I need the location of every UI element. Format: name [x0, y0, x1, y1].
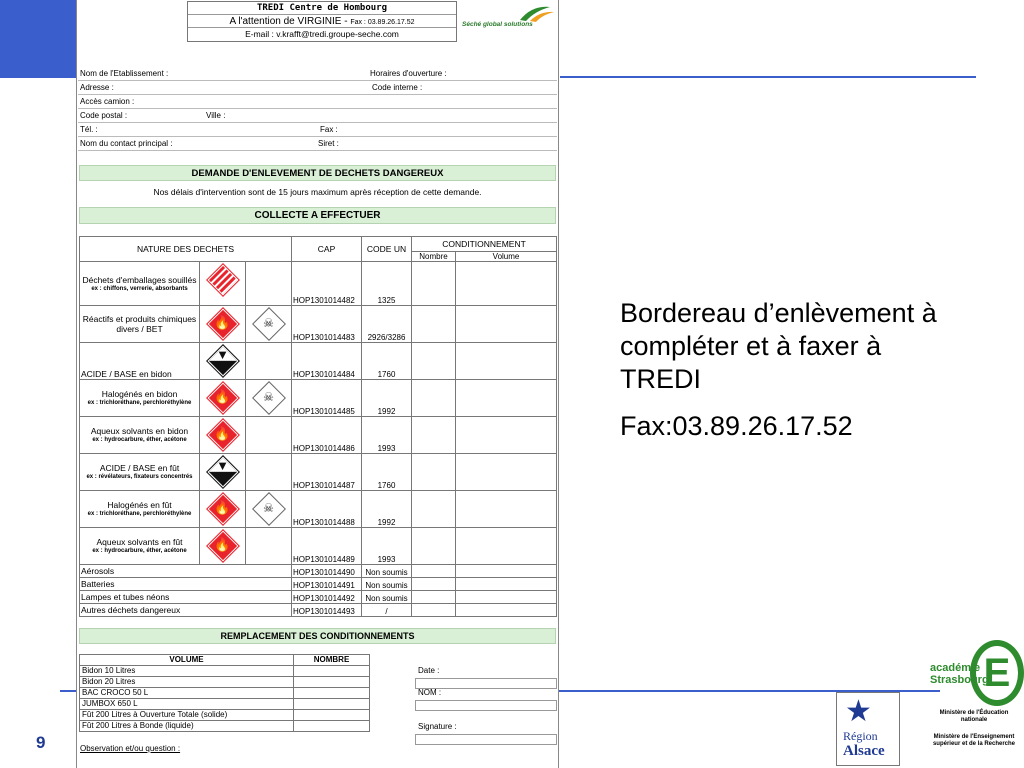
un-cell: Non soumis — [362, 565, 412, 578]
pictogram-cell — [200, 262, 246, 306]
nombre-cell[interactable] — [412, 262, 456, 306]
volume-cell[interactable] — [456, 604, 557, 617]
waste-name-cell — [80, 380, 200, 417]
waste-example: ex : chiffons, verrerie, absorbants — [91, 285, 188, 292]
waste-name: Halogénés en fût — [107, 500, 172, 510]
waste-name-cell: Autres déchets dangereux — [80, 604, 292, 617]
waste-name-cell — [80, 262, 200, 306]
table-row — [80, 688, 370, 699]
header-conditionnement: CONDITIONNEMENT — [412, 237, 557, 252]
field-row-nom — [78, 67, 557, 81]
field-row-adresse — [78, 81, 557, 95]
repl-volume-cell: Bidon 10 Litres — [80, 666, 294, 677]
un-cell: / — [362, 604, 412, 617]
waste-name-cell — [80, 491, 200, 528]
form-header-title: TREDI Centre de Hombourg — [188, 2, 456, 15]
pictogram-cell — [200, 380, 246, 417]
table-row — [80, 454, 557, 491]
field-acces-label: Accès camion : — [80, 97, 135, 106]
academie-letter: E — [970, 640, 1024, 706]
waste-name-cell — [80, 417, 200, 454]
waste-example: ex : hydrocarbure, éther, acétone — [92, 548, 187, 554]
nom-field[interactable] — [415, 700, 557, 711]
field-siret-label: Siret : — [318, 139, 339, 148]
field-row-contact — [78, 137, 557, 151]
un-cell: Non soumis — [362, 578, 412, 591]
academie-name — [930, 662, 989, 686]
remplacement-title: REMPLACEMENT DES CONDITIONNEMENTS — [79, 628, 556, 644]
pictogram-cell — [246, 306, 292, 343]
toxic-icon: ☠ — [251, 380, 287, 416]
table-row — [80, 528, 557, 565]
seche-swoosh-icon — [460, 3, 556, 23]
table-row — [80, 262, 557, 306]
cap-cell: HOP1301014490 — [292, 565, 362, 578]
demande-title: DEMANDE D'ENLEVEMENT DE DECHETS DANGEREUX — [79, 165, 556, 181]
region-alsace-logo — [836, 692, 900, 766]
flammable-solid-icon — [205, 262, 241, 298]
seche-logo-text: Séché global solutions — [462, 21, 533, 28]
pictogram-cell — [200, 454, 246, 491]
waste-name: Réactifs et produits chimiques divers / BET — [82, 314, 197, 334]
waste-name: Aqueux solvants en fût — [96, 537, 183, 547]
cap-cell: HOP1301014482 — [292, 262, 362, 306]
field-contact-label: Nom du contact principal : — [80, 139, 173, 148]
volume-cell[interactable] — [456, 528, 557, 565]
repl-volume-cell: Bidon 20 Litres — [80, 677, 294, 688]
cap-cell: HOP1301014488 — [292, 491, 362, 528]
pictogram-cell — [246, 491, 292, 528]
region-line2: Alsace — [843, 743, 885, 759]
table-row — [80, 380, 557, 417]
demande-note: Nos délais d'intervention sont de 15 jours maximum après réception de cette demande. — [153, 187, 482, 197]
waste-name-cell: Batteries — [80, 578, 292, 591]
repl-volume-cell: BAC CROCO 50 L — [80, 688, 294, 699]
waste-name-cell — [80, 343, 200, 380]
waste-name-cell — [80, 306, 200, 343]
cap-cell: HOP1301014484 — [292, 343, 362, 380]
field-code-interne-label: Code interne : — [372, 83, 423, 92]
nombre-cell[interactable] — [412, 417, 456, 454]
ministere-line-2: Ministère de l'Enseignement supérieur et de la Recherche — [932, 734, 1016, 747]
table-row — [80, 666, 370, 677]
un-cell: 1993 — [362, 528, 412, 565]
un-cell: 1760 — [362, 343, 412, 380]
repl-nombre-cell[interactable] — [294, 710, 370, 721]
repl-nombre-cell[interactable] — [294, 666, 370, 677]
pictogram-cell — [200, 306, 246, 343]
pictogram-cell — [246, 380, 292, 417]
waste-removal-form — [76, 0, 559, 768]
waste-name-cell — [80, 454, 200, 491]
volume-cell[interactable] — [456, 454, 557, 491]
cap-cell: HOP1301014486 — [292, 417, 362, 454]
slide-page-number: 9 — [36, 733, 46, 752]
toxic-icon: ☠ — [251, 491, 287, 527]
repl-volume-cell: Fût 200 Litres à Ouverture Totale (solide) — [80, 710, 294, 721]
academie-line2: Strasbourg — [930, 674, 989, 686]
toxic-icon: ☠ — [251, 306, 287, 342]
field-ville-label: Ville : — [206, 111, 226, 120]
waste-example: ex : hydrocarbure, éther, acétone — [92, 437, 187, 443]
signature-label: Signature : — [418, 722, 457, 731]
attention-fax: Fax : 03.89.26.17.52 — [350, 19, 415, 26]
table-row — [80, 491, 557, 528]
volume-cell[interactable] — [456, 578, 557, 591]
ministere-line-1: Ministère de l'Éducation nationale — [939, 710, 1009, 723]
signature-field[interactable] — [415, 734, 557, 745]
cap-cell: HOP1301014491 — [292, 578, 362, 591]
waste-name: ACIDE / BASE en fût — [99, 463, 180, 473]
form-header-attention — [188, 15, 456, 28]
pictogram-cell — [246, 343, 292, 380]
pictogram-cell — [200, 417, 246, 454]
region-line1: Région — [843, 729, 878, 743]
waste-table — [79, 236, 557, 617]
table-row — [80, 578, 557, 591]
waste-example: ex : trichloréthane, perchloréthylène — [87, 511, 192, 517]
repl-nombre-cell[interactable] — [294, 688, 370, 699]
repl-header-row — [80, 655, 370, 666]
table-row — [80, 306, 557, 343]
nombre-cell[interactable] — [412, 604, 456, 617]
table-row — [80, 699, 370, 710]
slide-corner-block — [0, 0, 78, 78]
volume-cell[interactable] — [456, 491, 557, 528]
pictogram-cell — [246, 454, 292, 491]
cap-cell: HOP1301014485 — [292, 380, 362, 417]
repl-nombre-cell[interactable] — [294, 721, 370, 732]
waste-name: ACIDE / BASE en bidon — [81, 369, 172, 379]
table-row — [80, 343, 557, 380]
header-code-un: CODE UN — [362, 237, 412, 262]
cap-cell: HOP1301014493 — [292, 604, 362, 617]
flammable-icon: 🔥 — [205, 528, 241, 564]
repl-header-nombre: NOMBRE — [294, 655, 370, 666]
field-row-acces — [78, 95, 557, 109]
un-cell: 1993 — [362, 417, 412, 454]
header-nature: NATURE DES DECHETS — [80, 237, 292, 262]
academie-strasbourg-logo — [922, 640, 1024, 768]
table-row — [80, 710, 370, 721]
pictogram-cell — [200, 343, 246, 380]
nombre-cell[interactable] — [412, 343, 456, 380]
seche-logo — [460, 3, 556, 33]
un-cell: 1760 — [362, 454, 412, 491]
table-row — [80, 604, 557, 617]
waste-name: Aqueux solvants en bidon — [90, 426, 189, 436]
field-code-postal-label: Code postal : — [80, 111, 128, 120]
un-cell: 1992 — [362, 491, 412, 528]
flammable-icon: 🔥 — [205, 491, 241, 527]
volume-cell[interactable] — [456, 591, 557, 604]
observation-label — [80, 744, 180, 753]
pictogram-cell — [246, 417, 292, 454]
field-row-tel — [78, 123, 557, 137]
pictogram-cell — [200, 528, 246, 565]
volume-cell[interactable] — [456, 565, 557, 578]
header-nombre: Nombre — [412, 252, 456, 262]
collecte-title: COLLECTE A EFFECTUER — [79, 207, 556, 224]
caption-main: Bordereau d’enlèvement à compléter et à faxer à TREDI — [620, 298, 937, 394]
pictogram-cell — [246, 262, 292, 306]
waste-name-cell — [80, 528, 200, 565]
nombre-cell[interactable] — [412, 578, 456, 591]
field-horaires-label: Horaires d'ouverture : — [370, 69, 447, 78]
cap-cell: HOP1301014489 — [292, 528, 362, 565]
waste-header-row — [80, 237, 557, 252]
cap-cell: HOP1301014492 — [292, 591, 362, 604]
corrosive-icon: ▼ — [205, 454, 241, 490]
field-nom-label: Nom de l'Etablissement : — [80, 69, 169, 78]
field-fax-label: Fax : — [320, 125, 338, 134]
slide-top-rule — [560, 76, 976, 78]
field-row-code-postal — [78, 109, 557, 123]
star-icon: ★ — [845, 695, 872, 728]
flammable-icon: 🔥 — [205, 417, 241, 453]
caption-fax: Fax:03.89.26.17.52 — [620, 411, 853, 441]
nombre-cell[interactable] — [412, 380, 456, 417]
repl-volume-cell: Fût 200 Litres à Bonde (liquide) — [80, 721, 294, 732]
table-row — [80, 591, 557, 604]
nom-label: NOM : — [418, 688, 442, 697]
table-row — [80, 677, 370, 688]
repl-nombre-cell[interactable] — [294, 677, 370, 688]
attention-text: A l'attention de VIRGINIE - — [229, 16, 348, 27]
un-cell: 2926/3286 — [362, 306, 412, 343]
waste-name: Déchets d'emballages souillés — [82, 274, 197, 285]
corrosive-icon: ▼ — [205, 343, 241, 379]
form-header-email: E-mail : v.krafft@tredi.groupe-seche.com — [245, 29, 399, 39]
field-adresse-label: Adresse : — [80, 83, 114, 92]
cap-cell: HOP1301014483 — [292, 306, 362, 343]
pictogram-cell — [246, 528, 292, 565]
table-row — [80, 417, 557, 454]
form-header — [187, 1, 457, 42]
pictogram-cell — [200, 491, 246, 528]
nombre-cell[interactable] — [412, 565, 456, 578]
waste-name-cell: Aérosols — [80, 565, 292, 578]
waste-example: ex : trichloréthane, perchloréthylène — [87, 400, 192, 406]
volume-cell[interactable] — [456, 306, 557, 343]
header-volume: Volume — [456, 252, 557, 262]
cap-cell: HOP1301014487 — [292, 454, 362, 491]
flammable-icon: 🔥 — [205, 306, 241, 342]
volume-cell[interactable] — [456, 417, 557, 454]
un-cell: 1992 — [362, 380, 412, 417]
un-cell: Non soumis — [362, 591, 412, 604]
nombre-cell[interactable] — [412, 591, 456, 604]
repl-header-volume: VOLUME — [80, 655, 294, 666]
waste-name-cell: Lampes et tubes néons — [80, 591, 292, 604]
repl-nombre-cell[interactable] — [294, 699, 370, 710]
date-label: Date : — [418, 666, 440, 675]
nombre-cell[interactable] — [412, 491, 456, 528]
academie-line1: académie — [930, 662, 981, 674]
un-cell: 1325 — [362, 262, 412, 306]
table-row — [80, 565, 557, 578]
replacement-table — [79, 654, 370, 732]
volume-cell[interactable] — [456, 262, 557, 306]
waste-name: Halogénés en bidon — [101, 389, 178, 399]
flammable-icon: 🔥 — [205, 380, 241, 416]
volume-cell[interactable] — [456, 343, 557, 380]
observation-text: Observation et/ou question : — [80, 744, 181, 753]
nombre-cell[interactable] — [412, 528, 456, 565]
slide-caption — [620, 297, 950, 457]
header-cap: CAP — [292, 237, 362, 262]
field-tel-label: Tél. : — [80, 125, 98, 134]
volume-cell[interactable] — [456, 380, 557, 417]
nombre-cell[interactable] — [412, 454, 456, 491]
waste-example: ex : révélateurs, fixateurs concentrés — [86, 474, 193, 480]
nombre-cell[interactable] — [412, 306, 456, 343]
table-row — [80, 721, 370, 732]
repl-volume-cell: JUMBOX 650 L — [80, 699, 294, 710]
